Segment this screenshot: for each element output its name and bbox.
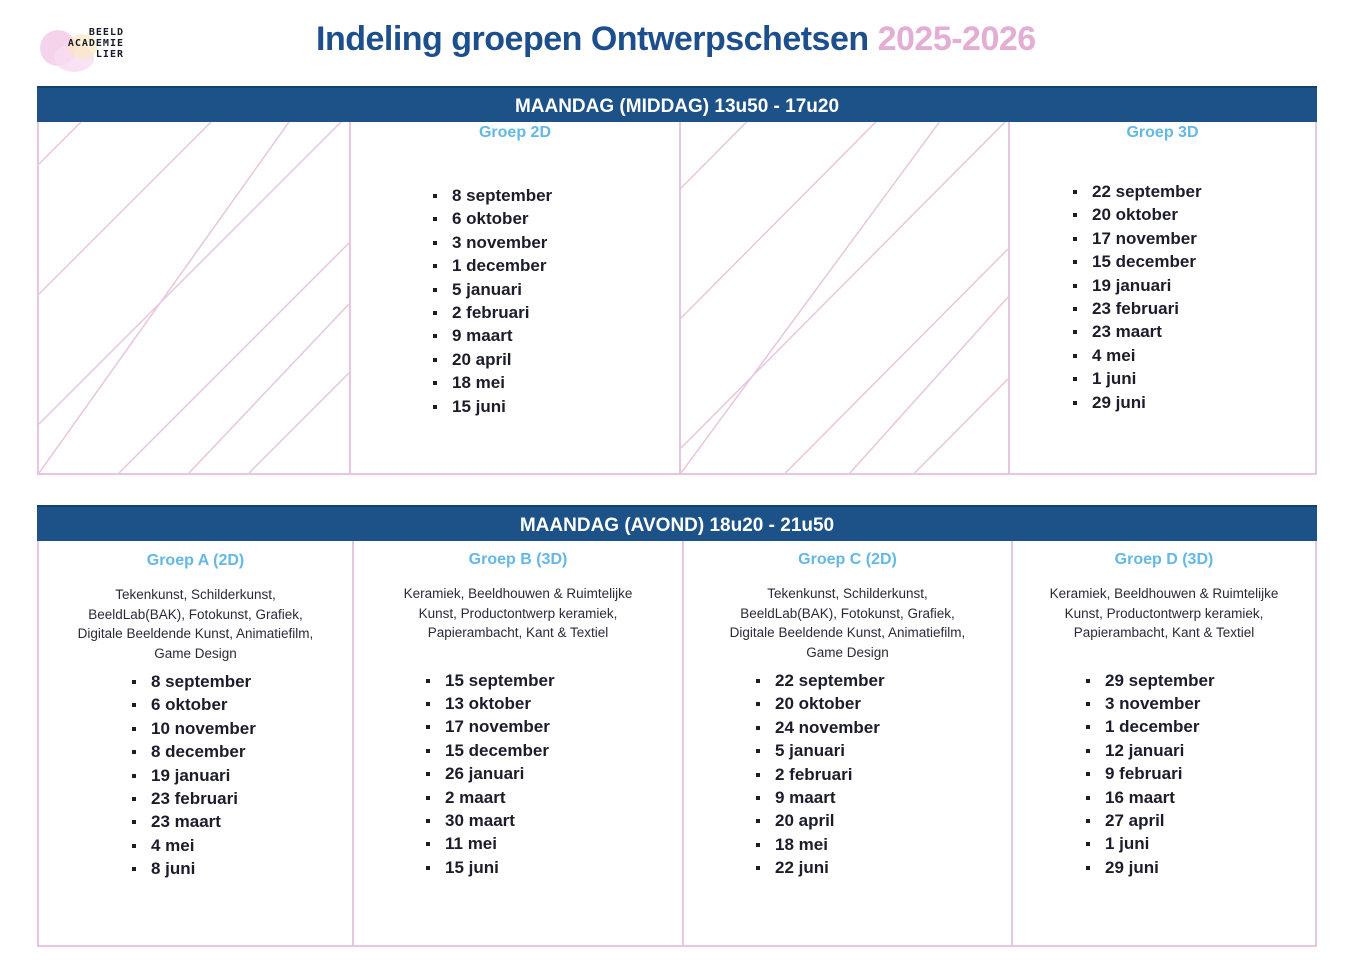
group-3d-cell	[1008, 122, 1315, 473]
date-item: 1 december	[433, 254, 679, 277]
date-item: 16 maart	[1086, 786, 1315, 809]
date-item: 22 juni	[756, 856, 1011, 879]
date-item: 2 februari	[756, 763, 1011, 786]
academy-logo	[40, 24, 140, 80]
date-item: 29 juni	[1073, 391, 1315, 414]
date-item: 6 oktober	[433, 207, 679, 230]
date-item: 20 april	[756, 809, 1011, 832]
midday-heading: MAANDAG (MIDDAG) 13u50 - 17u20	[37, 86, 1317, 122]
logo-text: BEELD ACADEMIE LIER	[67, 27, 124, 60]
date-item: 23 maart	[132, 810, 352, 833]
date-item: 6 oktober	[132, 693, 352, 716]
date-list	[433, 184, 679, 418]
date-item: 24 november	[756, 716, 1011, 739]
date-item: 4 mei	[1073, 344, 1315, 367]
date-item: 10 november	[132, 717, 352, 740]
midday-section	[37, 86, 1317, 475]
date-item: 29 september	[1086, 669, 1315, 692]
page-title	[316, 20, 1036, 59]
group-2d-cell	[349, 122, 679, 473]
date-item: 19 januari	[1073, 274, 1315, 297]
empty-hatched-cell	[679, 122, 1008, 473]
date-list	[756, 669, 1011, 880]
date-list	[426, 669, 682, 880]
group-c-cell	[682, 541, 1011, 945]
evening-grid	[37, 541, 1317, 947]
hatch-pattern	[39, 122, 349, 473]
group-heading: Groep 3D	[1126, 124, 1199, 141]
date-item: 30 maart	[426, 809, 682, 832]
evening-heading: MAANDAG (AVOND) 18u20 - 21u50	[37, 505, 1317, 541]
group-a-cell	[39, 541, 352, 945]
date-item: 18 mei	[433, 371, 679, 394]
date-item: 15 december	[426, 739, 682, 762]
date-item: 1 juni	[1073, 367, 1315, 390]
subject-list: Tekenkunst, Schilderkunst, BeeldLab(BAK), Fotokunst, Grafiek, Digitale Beeldende Kunst, Animatiefilm, Game Design	[77, 587, 314, 661]
midday-grid	[37, 122, 1317, 475]
date-item: 18 mei	[756, 833, 1011, 856]
date-item: 8 december	[132, 740, 352, 763]
subject-list: Tekenkunst, Schilderkunst, BeeldLab(BAK), Fotokunst, Grafiek, Digitale Beeldende Kunst, Animatiefilm, Game Design	[729, 586, 966, 660]
group-heading: Groep D (3D)	[1114, 551, 1214, 568]
date-item: 15 september	[426, 669, 682, 692]
date-item: 4 mei	[132, 834, 352, 857]
title-text: Indeling groepen Ontwerpschetsen	[316, 20, 869, 58]
date-item: 3 november	[1086, 692, 1315, 715]
date-item: 29 juni	[1086, 856, 1315, 879]
date-list	[1086, 669, 1315, 880]
title-year: 2025-2026	[877, 20, 1036, 58]
date-item: 23 februari	[1073, 297, 1315, 320]
date-item: 5 januari	[756, 739, 1011, 762]
empty-hatched-cell	[39, 122, 349, 473]
date-item: 1 juni	[1086, 832, 1315, 855]
date-item: 13 oktober	[426, 692, 682, 715]
date-item: 26 januari	[426, 762, 682, 785]
date-item: 2 maart	[426, 786, 682, 809]
date-item: 22 september	[756, 669, 1011, 692]
date-item: 20 oktober	[1073, 203, 1315, 226]
date-item: 2 februari	[433, 301, 679, 324]
date-item: 9 maart	[433, 324, 679, 347]
date-item: 8 september	[132, 670, 352, 693]
group-d-cell	[1011, 541, 1315, 945]
group-heading: Groep C (2D)	[798, 551, 897, 568]
date-item: 17 november	[1073, 227, 1315, 250]
group-b-cell	[352, 541, 682, 945]
group-heading: Groep B (3D)	[468, 551, 568, 568]
date-item: 15 december	[1073, 250, 1315, 273]
group-heading: Groep A (2D)	[146, 552, 245, 569]
date-item: 19 januari	[132, 764, 352, 787]
date-item: 9 maart	[756, 786, 1011, 809]
date-item: 23 februari	[132, 787, 352, 810]
group-heading: Groep 2D	[478, 124, 551, 141]
date-item: 5 januari	[433, 278, 679, 301]
date-item: 8 september	[433, 184, 679, 207]
date-item: 8 juni	[132, 857, 352, 880]
subject-list: Keramiek, Beeldhouwen & Ruimtelijke Kunst, Productontwerp keramiek, Papierambacht, Kant & Textiel	[1049, 586, 1279, 640]
date-list	[1073, 180, 1315, 414]
date-item: 17 november	[426, 715, 682, 738]
date-item: 1 december	[1086, 715, 1315, 738]
date-item: 22 september	[1073, 180, 1315, 203]
date-item: 11 mei	[426, 832, 682, 855]
date-item: 20 april	[433, 348, 679, 371]
date-item: 3 november	[433, 231, 679, 254]
subject-list: Keramiek, Beeldhouwen & Ruimtelijke Kunst, Productontwerp keramiek, Papierambacht, Kant & Textiel	[403, 586, 633, 640]
date-item: 27 april	[1086, 809, 1315, 832]
date-item: 23 maart	[1073, 320, 1315, 343]
hatch-pattern	[681, 122, 1008, 473]
date-item: 15 juni	[433, 395, 679, 418]
date-item: 12 januari	[1086, 739, 1315, 762]
date-list	[132, 670, 352, 881]
date-item: 9 februari	[1086, 762, 1315, 785]
evening-section	[37, 505, 1317, 947]
date-item: 20 oktober	[756, 692, 1011, 715]
date-item: 15 juni	[426, 856, 682, 879]
